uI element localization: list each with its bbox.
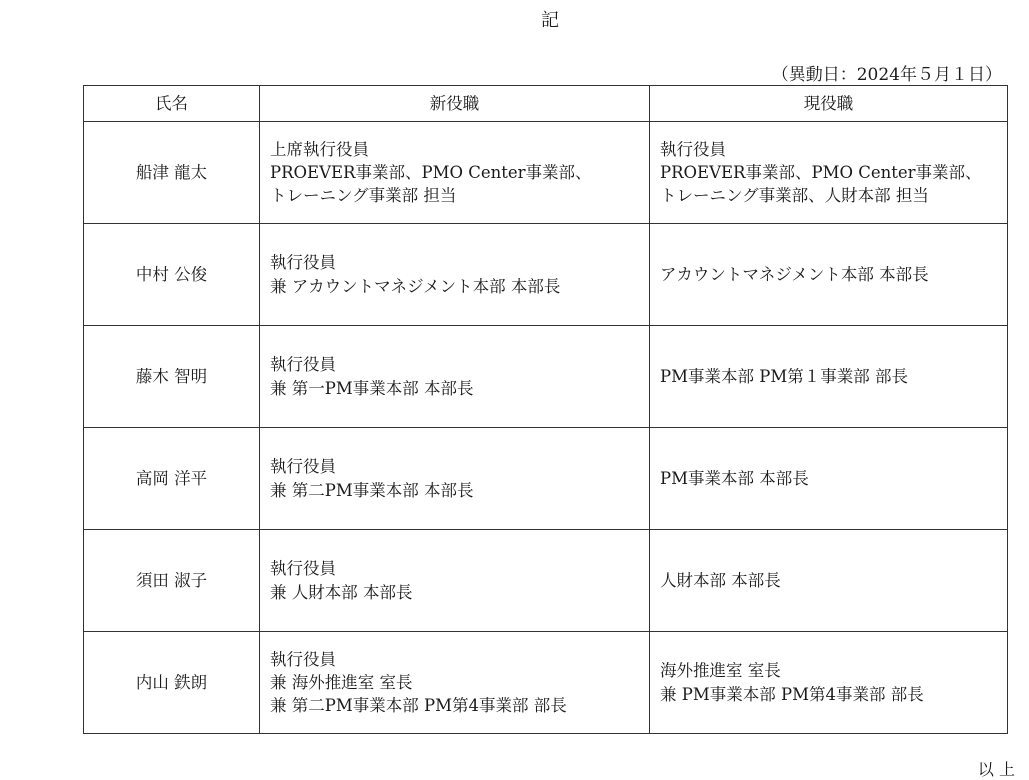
new-position-cell <box>260 122 650 224</box>
new-position-cell <box>260 428 650 530</box>
document-heading: 記 <box>541 10 559 31</box>
position-line: 執行役員 <box>270 253 336 273</box>
table-row <box>84 326 1008 428</box>
person-name: 内山 鉄朗 <box>84 632 260 734</box>
new-position-cell <box>260 632 650 734</box>
position-line: 兼 第一PM事業本部 本部長 <box>270 378 474 398</box>
position-line: 執行役員 <box>660 139 726 159</box>
position-line: PM事業本部 PM第１事業部 部長 <box>660 366 908 386</box>
person-name: 中村 公俊 <box>84 224 260 326</box>
effective-date: （異動日：2024年５月１日） <box>771 65 1002 85</box>
new-position-column-header: 新役職 <box>260 86 650 122</box>
position-line: PROEVER事業部、PMO Center事業部、 <box>270 162 592 182</box>
position-line: 兼 PM事業本部 PM第4事業部 部長 <box>660 684 924 704</box>
position-line: アカウントマネジメント本部 本部長 <box>660 264 929 284</box>
position-line: 兼 海外推進室 室長 <box>270 672 413 692</box>
position-line: 執行役員 <box>270 457 336 477</box>
current-position-cell <box>650 122 1008 224</box>
name-column-header: 氏名 <box>84 86 260 122</box>
position-line: 兼 人財本部 本部長 <box>270 582 413 602</box>
position-line: 人財本部 本部長 <box>660 570 781 590</box>
position-line: トレーニング事業部、人財本部 担当 <box>660 186 929 206</box>
closing-mark: 以 上 <box>977 760 1015 779</box>
position-line: 兼 アカウントマネジメント本部 本部長 <box>270 276 561 296</box>
table-row <box>84 224 1008 326</box>
personnel-change-table <box>83 85 1008 734</box>
position-line: 執行役員 <box>270 649 336 669</box>
position-line: 海外推進室 室長 <box>660 661 781 681</box>
position-line: 兼 第二PM事業本部 本部長 <box>270 480 474 500</box>
new-position-cell <box>260 530 650 632</box>
position-line: 執行役員 <box>270 355 336 375</box>
current-position-cell <box>650 530 1008 632</box>
current-position-cell <box>650 326 1008 428</box>
person-name: 藤木 智明 <box>84 326 260 428</box>
person-name: 高岡 洋平 <box>84 428 260 530</box>
table-header-row <box>84 86 1008 122</box>
table-row <box>84 122 1008 224</box>
position-line: PROEVER事業部、PMO Center事業部、 <box>660 162 982 182</box>
person-name: 須田 淑子 <box>84 530 260 632</box>
position-line: PM事業本部 本部長 <box>660 468 809 488</box>
position-line: 上席執行役員 <box>270 139 369 159</box>
person-name: 船津 龍太 <box>84 122 260 224</box>
table-row <box>84 632 1008 734</box>
current-position-column-header: 現役職 <box>650 86 1008 122</box>
position-line: 兼 第二PM事業本部 PM第4事業部 部長 <box>270 696 567 716</box>
new-position-cell <box>260 326 650 428</box>
current-position-cell <box>650 224 1008 326</box>
position-line: 執行役員 <box>270 559 336 579</box>
table-row <box>84 428 1008 530</box>
current-position-cell <box>650 428 1008 530</box>
new-position-cell <box>260 224 650 326</box>
current-position-cell <box>650 632 1008 734</box>
position-line: トレーニング事業部 担当 <box>270 186 457 206</box>
table-row <box>84 530 1008 632</box>
